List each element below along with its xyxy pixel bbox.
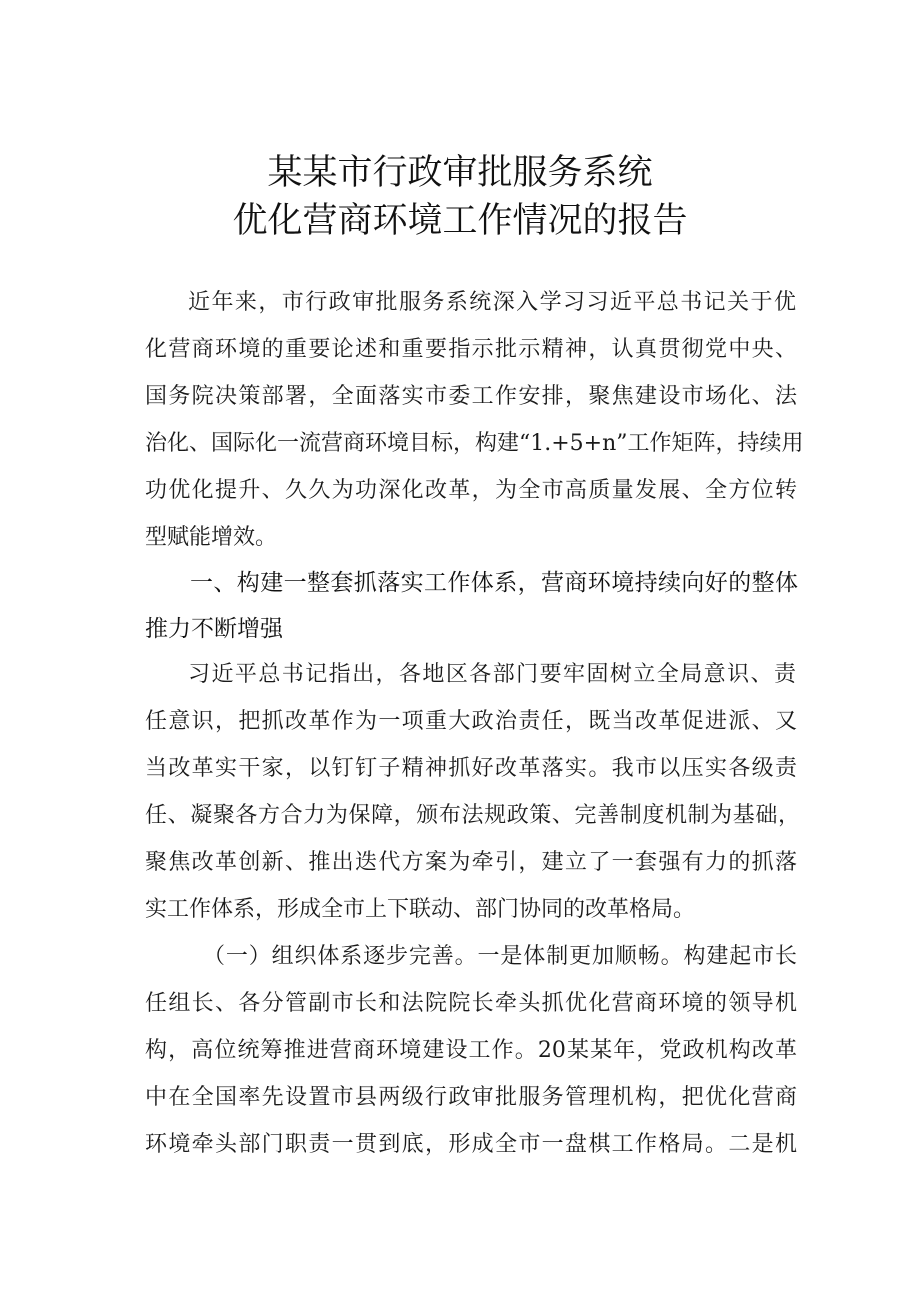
intro-line-4: 治化、国际化一流营商环境目标，构建“1.+5+n”工作矩阵，持续用 [145, 431, 804, 456]
section-1-para-1-line-2: 任意识，把抓改革作为一项重大政治责任，既当改革促进派、又 [145, 709, 797, 734]
section-1-para-1-line-6: 实工作体系，形成全市上下联动、部门协同的改革格局。 [145, 897, 696, 922]
intro-line-3: 国务院决策部署，全面落实市委工作安排，聚焦建设市场化、法 [145, 384, 797, 409]
section-1-para-2-line-4: 中在全国率先设置市县两级行政审批服务管理机构，把优化营商 [145, 1085, 797, 1110]
section-1-para-2-line-5: 环境牵头部门职责一贯到底，形成全市一盘棋工作格局。二是机 [145, 1132, 797, 1157]
section-1-para-2-line-2: 任组长、各分管副市长和法院院长牵头抓优化营商环境的领导机 [145, 991, 797, 1016]
section-1-para-2-line-1: （一）组织体系逐步完善。一是体制更加顺畅。构建起市长 [203, 944, 797, 969]
intro-line-6: 型赋能增效。 [145, 525, 278, 550]
section-1-para-1-line-4: 任、凝聚各方合力为保障，颁布法规政策、完善制度机制为基础， [145, 803, 800, 828]
section-1-heading-line-2: 推力不断增强 [145, 616, 283, 642]
section-1-heading-line-1: 一、构建一整套抓落实工作体系，营商环境持续向好的整体 [190, 570, 798, 596]
section-1-para-1-line-1: 习近平总书记指出，各地区各部门要牢固树立全局意识、责 [188, 662, 796, 687]
section-1-para-2-line-3: 构，高位统筹推进营商环境建设工作。20某某年，党政机构改革 [145, 1038, 797, 1063]
section-1-para-1-line-3: 当改革实干家，以钉钉子精神抓好改革落实。我市以压实各级责 [145, 756, 797, 781]
intro-line-1: 近年来，市行政审批服务系统深入学习习近平总书记关于优 [188, 290, 796, 315]
intro-line-5: 功优化提升、久久为功深化改革，为全市高质量发展、全方位转 [145, 478, 797, 503]
intro-line-2: 化营商环境的重要论述和重要指示批示精神，认真贯彻党中央、 [145, 337, 797, 362]
document-title-line-2: 优化营商环境工作情况的报告 [232, 201, 688, 241]
document-title-line-1: 某某市行政审批服务系统 [267, 153, 653, 193]
section-1-para-1-line-5: 聚焦改革创新、推出迭代方案为牵引，建立了一套强有力的抓落 [145, 850, 797, 875]
